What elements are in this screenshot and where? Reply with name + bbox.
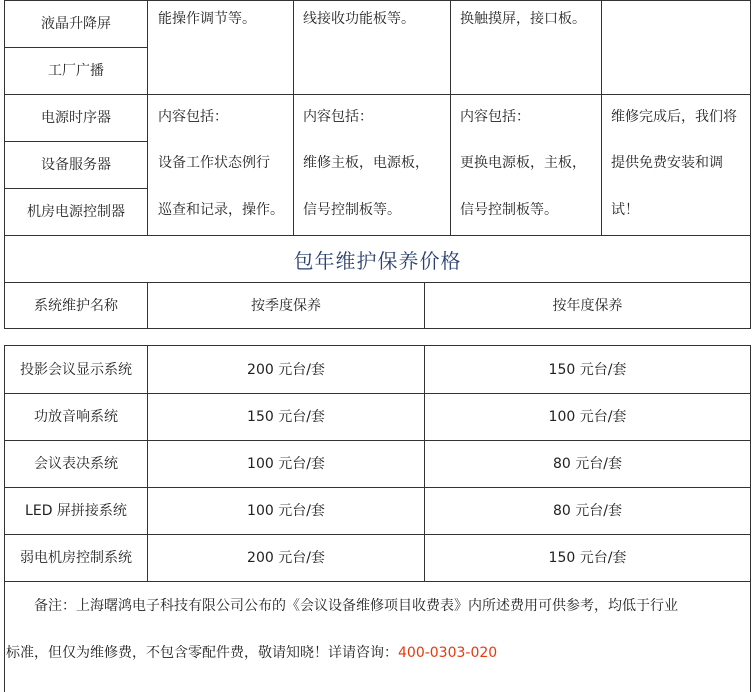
- table-row-quarterly: 100 元台/套: [247, 456, 325, 472]
- table-row-name: 投影会议显示系统: [20, 361, 132, 378]
- device-name-lcd-lift-screen: 液晶升降屏: [41, 16, 111, 32]
- row2-col1-line2: 设备工作状态例行: [158, 155, 270, 171]
- table-row-yearly: 80 元台/套: [553, 456, 622, 472]
- table-row-yearly: 150 元台/套: [548, 550, 627, 566]
- device-name-device-server: 设备服务器: [41, 157, 111, 173]
- row1-content-col2: 线接收功能板等。: [303, 11, 415, 27]
- table-row-yearly: 80 元台/套: [553, 503, 622, 519]
- remarks-line-2-text: 标准，但仅为维修费，不包含零配件费，敬请知晓！详请咨询：: [6, 645, 398, 661]
- row2-col4-line1: 维修完成后，我们将: [611, 109, 737, 125]
- table-row-yearly: 100 元台/套: [548, 409, 627, 425]
- hotline-number: 400-0303-020: [398, 645, 498, 661]
- row2-col3-line2: 更换电源板，主板，: [460, 155, 586, 171]
- row2-col4-line3: 试！: [611, 202, 639, 218]
- row2-col3-line3: 信号控制板等。: [460, 202, 558, 218]
- row2-col3-line1: 内容包括：: [460, 109, 530, 125]
- row2-col2-line1: 内容包括：: [303, 109, 373, 125]
- table-row-name: 弱电机房控制系统: [20, 550, 132, 566]
- device-name-room-power-controller: 机房电源控制器: [27, 204, 125, 220]
- row2-col2-line3: 信号控制板等。: [303, 202, 401, 218]
- row1-content-col1: 能操作调节等。: [158, 11, 256, 27]
- remarks-line-1: 备注：上海曙鸿电子科技有限公司公布的《会议设备维修项目收费表》内所述费用可供参考，均低于行业: [34, 598, 678, 614]
- device-name-power-sequencer: 电源时序器: [41, 110, 111, 126]
- table-row-name: LED 屏拼接系统: [25, 503, 127, 519]
- row2-col4-line2: 提供免费安装和调: [611, 155, 723, 171]
- table-row-quarterly: 150 元台/套: [247, 409, 325, 425]
- remarks-line-2: [6, 643, 497, 663]
- table-row-name: 会议表决系统: [34, 456, 118, 472]
- table-row-yearly: 150 元台/套: [548, 361, 627, 378]
- table-row-name: 功放音响系统: [34, 409, 118, 425]
- row2-col2-line2: 维修主板，电源板，: [303, 155, 429, 171]
- row2-col1-line1: 内容包括：: [158, 109, 228, 125]
- row1-content-col3: 换触摸屏，接口板。: [460, 11, 586, 27]
- row2-col1-line3: 巡查和记录，操作。: [158, 202, 284, 218]
- table-row-quarterly: 200 元台/套: [247, 361, 325, 378]
- device-name-factory-broadcast: 工厂广播: [48, 63, 104, 79]
- header-quarterly: 按季度保养: [251, 297, 321, 314]
- pricing-title: 包年维护保养价格: [293, 248, 462, 273]
- table-row-quarterly: 200 元台/套: [247, 550, 325, 566]
- header-system-name: 系统维护名称: [34, 297, 118, 314]
- table-row-quarterly: 100 元台/套: [247, 503, 325, 519]
- header-yearly: 按年度保养: [552, 297, 623, 314]
